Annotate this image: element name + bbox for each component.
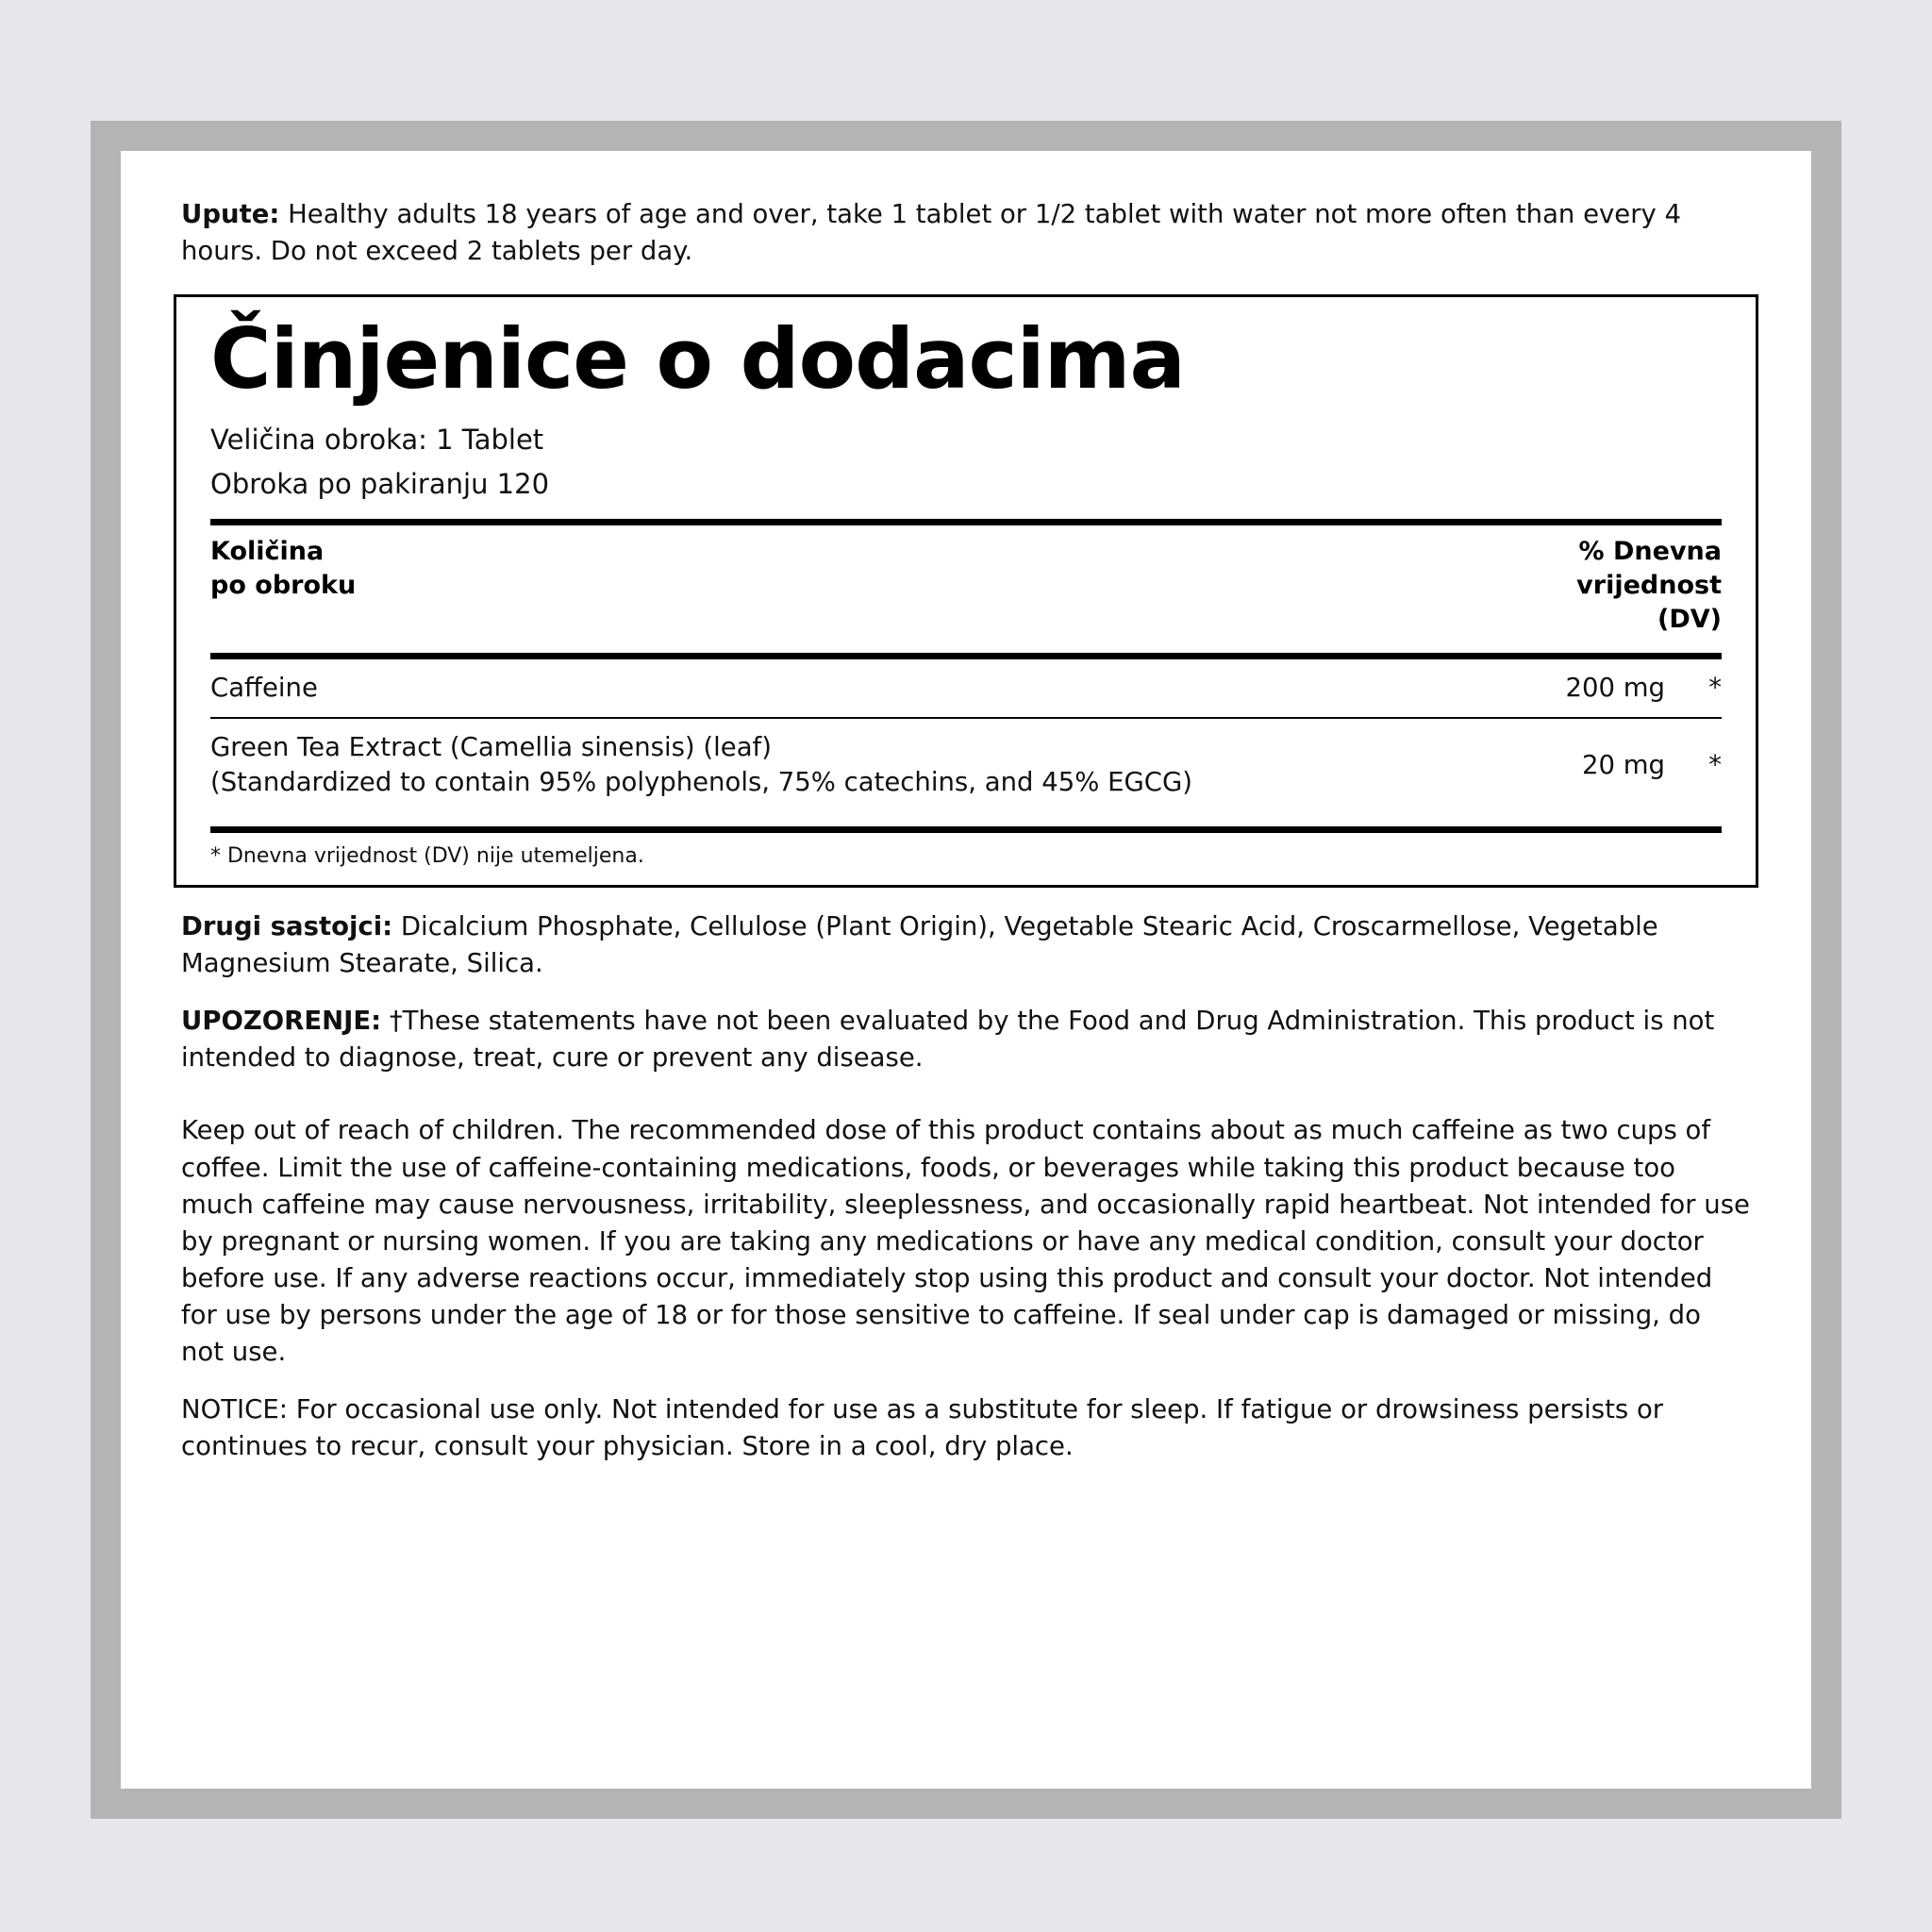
ingredient-amount: 200 mg xyxy=(1565,673,1665,704)
ingredient-name-line1: Caffeine xyxy=(210,672,318,703)
warning-text: †These statements have not been evaluated by the Food and Drug Administration. This product is not intended to diagnose, treat, cure or prevent any disease. xyxy=(181,1006,1715,1074)
amount-header xyxy=(210,535,356,604)
table-row xyxy=(210,659,1722,717)
supplement-label-panel xyxy=(121,151,1811,1789)
ingredient-name xyxy=(210,671,1524,706)
serving-size: Veličina obroka: 1 Tablet xyxy=(210,424,544,457)
ingredient-amount: 20 mg xyxy=(1582,750,1665,781)
ingredient-name-line2: (Standardized to contain 95% polyphenols, 75% catechins, and 45% EGCG) xyxy=(210,767,1192,798)
directions-block xyxy=(174,196,1758,270)
caution-text: Keep out of reach of children. The recommended dose of this product contains about as much caffeine as two cups of coffee. Limit the use of caffeine-containing medications, foods, or beverages while taking this product because too much caffeine may cause nervousness, irritability, sleeplessness, and occasionally rapid heartbeat. Not intended for use by pregnant or nursing women. If you are taking any medications or have any medical condition, consult your doctor before use. If any adverse reactions occur, immediately stop using this product and consult your doctor. Not intended for use by persons under the age of 18 or for those sensitive to caffeine. If seal under cap is damaged or missing, do not use. xyxy=(181,1115,1750,1367)
label-outer-frame xyxy=(91,121,1841,1819)
directions-label: Upute: xyxy=(181,199,280,229)
divider-top xyxy=(210,519,1722,525)
ingredient-dv: * xyxy=(1708,750,1722,781)
spacer xyxy=(181,1076,1751,1091)
divider-bottom xyxy=(210,826,1722,833)
other-ingredients-label: Drugi sastojci: xyxy=(181,911,393,942)
ingredient-name xyxy=(210,730,1524,800)
dv-header xyxy=(1576,535,1722,638)
amount-header-line2: po obroku xyxy=(210,571,357,601)
notice-text: NOTICE: For occasional use only. Not intended for use as a substitute for sleep. If fatigue or drowsiness persists or continues to recur, consult your physician. Store in a cool, dry place. xyxy=(181,1393,1664,1461)
dv-header-line3: (DV) xyxy=(1657,605,1722,635)
dv-header-line1: % Dnevna xyxy=(1578,536,1722,566)
dv-header-line2: vrijednost xyxy=(1576,571,1722,601)
dv-footnote: * Dnevna vrijednost (DV) nije utemeljena. xyxy=(210,844,644,869)
warning-label: UPOZORENJE: xyxy=(181,1006,382,1037)
ingredient-name-line1: Green Tea Extract (Camellia sinensis) (leaf) xyxy=(210,732,772,763)
divider-header-bottom xyxy=(210,653,1722,659)
servings-per-container: Obroka po pakiranju 120 xyxy=(210,467,550,500)
directions-text: Healthy adults 18 years of age and over, take 1 tablet or 1/2 tablet with water not more often than every 4 hours. Do not exceed 2 tablets per day. xyxy=(181,199,1682,267)
other-ingredients-block xyxy=(181,908,1751,982)
other-ingredients-text: Dicalcium Phosphate, Cellulose (Plant Origin), Vegetable Stearic Acid, Croscarmellose, Vegetable Magnesium Stearate, Silica. xyxy=(181,911,1658,979)
table-row xyxy=(210,719,1722,811)
supplement-facts-title: Činjenice o dodacima xyxy=(210,310,1185,408)
ingredient-dv: * xyxy=(1708,673,1722,704)
supplement-facts-box xyxy=(174,294,1758,888)
warning-block xyxy=(181,1003,1751,1076)
amount-header-line1: Količina xyxy=(210,536,325,566)
label-body-text xyxy=(174,908,1758,1465)
table-header xyxy=(210,535,1722,638)
